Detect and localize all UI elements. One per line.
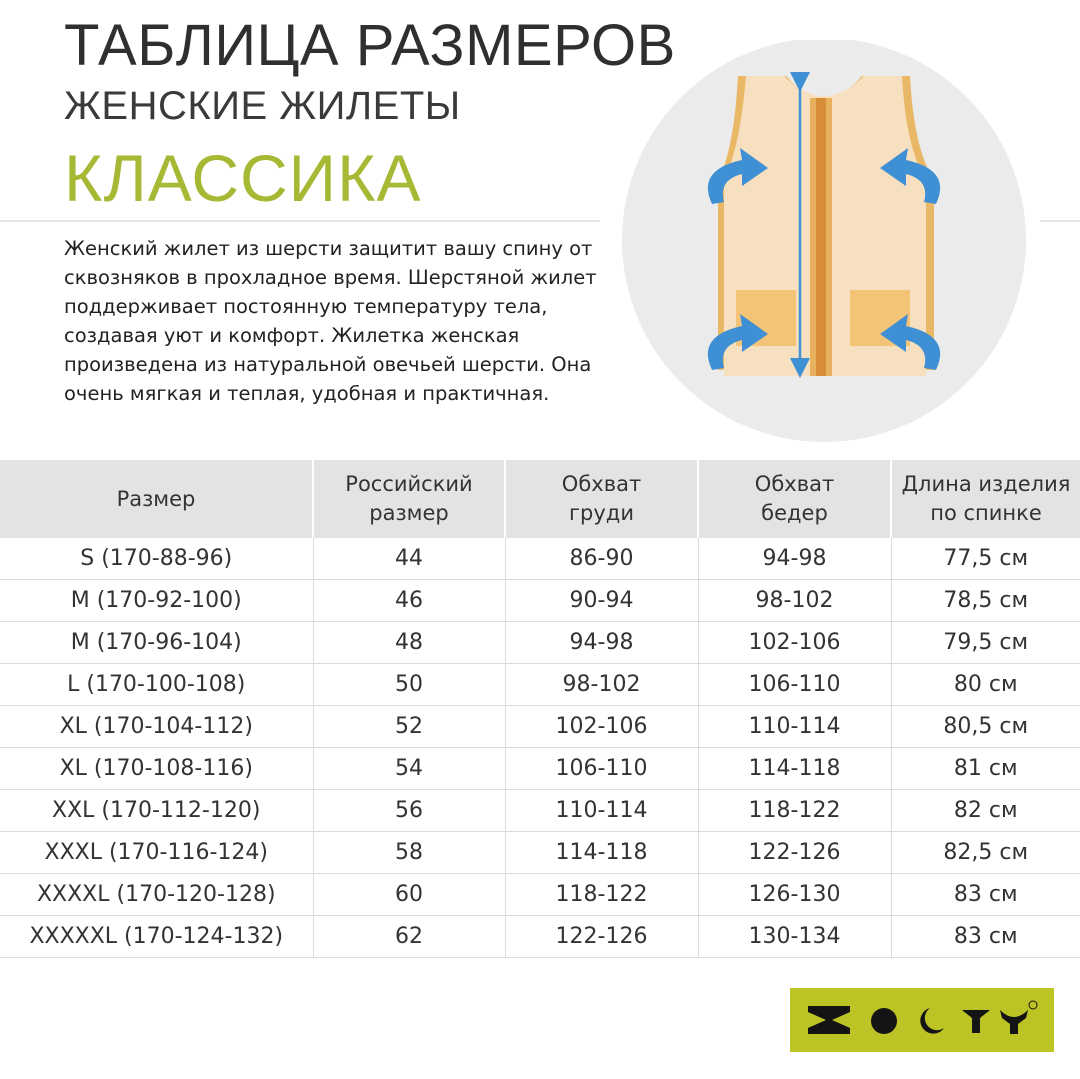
column-header-line: размер	[369, 501, 449, 525]
table-row	[0, 706, 1080, 748]
table-cell-length: 78,5 см	[891, 580, 1080, 622]
column-header-russian-size	[313, 460, 505, 538]
column-header-line: по спинке	[930, 501, 1042, 525]
column-header-length	[891, 460, 1080, 538]
table-cell-hips: 98-102	[698, 580, 891, 622]
table-cell-russian-size: 54	[313, 748, 505, 790]
table-cell-size: L (170-100-108)	[0, 664, 313, 706]
table-cell-size: XL (170-108-116)	[0, 748, 313, 790]
column-header-line: Длина изделия	[901, 472, 1071, 496]
table-row	[0, 790, 1080, 832]
table-cell-hips: 118-122	[698, 790, 891, 832]
size-table	[0, 460, 1080, 958]
table-cell-hips: 126-130	[698, 874, 891, 916]
model-name: КЛАССИКА	[64, 141, 422, 215]
column-header-line: Обхват	[561, 472, 642, 496]
table-cell-size: M (170-92-100)	[0, 580, 313, 622]
table-cell-chest: 110-114	[505, 790, 698, 832]
table-cell-length: 83 см	[891, 874, 1080, 916]
table-cell-russian-size: 56	[313, 790, 505, 832]
table-cell-hips: 110-114	[698, 706, 891, 748]
column-header-line: груди	[569, 501, 634, 525]
table-cell-hips: 114-118	[698, 748, 891, 790]
table-cell-chest: 98-102	[505, 664, 698, 706]
table-cell-size: M (170-96-104)	[0, 622, 313, 664]
table-cell-length: 82,5 см	[891, 832, 1080, 874]
table-cell-chest: 90-94	[505, 580, 698, 622]
table-cell-chest: 86-90	[505, 538, 698, 580]
table-cell-length: 77,5 см	[891, 538, 1080, 580]
table-cell-russian-size: 62	[313, 916, 505, 958]
table-cell-chest: 114-118	[505, 832, 698, 874]
table-cell-russian-size: 60	[313, 874, 505, 916]
table-row	[0, 832, 1080, 874]
table-cell-length: 81 см	[891, 748, 1080, 790]
table-row	[0, 748, 1080, 790]
table-cell-russian-size: 50	[313, 664, 505, 706]
page-title: ТАБЛИЦА РАЗМЕРОВ	[64, 13, 676, 78]
table-cell-hips: 130-134	[698, 916, 891, 958]
table-cell-size: XXXL (170-116-124)	[0, 832, 313, 874]
table-cell-chest: 122-126	[505, 916, 698, 958]
column-header-size	[0, 460, 313, 538]
size-table-header	[0, 460, 1080, 538]
table-cell-size: XXXXL (170-120-128)	[0, 874, 313, 916]
table-cell-chest: 106-110	[505, 748, 698, 790]
table-row	[0, 580, 1080, 622]
header-divider	[0, 220, 600, 222]
size-table-body	[0, 538, 1080, 958]
table-cell-length: 82 см	[891, 790, 1080, 832]
column-header-line: Размер	[116, 486, 196, 511]
vest-illustration	[608, 40, 1040, 444]
table-cell-chest: 118-122	[505, 874, 698, 916]
table-cell-hips: 106-110	[698, 664, 891, 706]
table-cell-russian-size: 44	[313, 538, 505, 580]
hochy-logo	[790, 988, 1054, 1052]
table-row	[0, 916, 1080, 958]
table-cell-size: XXL (170-112-120)	[0, 790, 313, 832]
column-header-line: Российский	[345, 472, 473, 496]
table-row	[0, 664, 1080, 706]
table-cell-russian-size: 48	[313, 622, 505, 664]
column-header-line: бедер	[761, 501, 828, 525]
table-cell-russian-size: 58	[313, 832, 505, 874]
column-header-hips	[698, 460, 891, 538]
table-cell-russian-size: 46	[313, 580, 505, 622]
table-cell-length: 80 см	[891, 664, 1080, 706]
page-subtitle: ЖЕНСКИЕ ЖИЛЕТЫ	[64, 84, 461, 128]
table-cell-length: 79,5 см	[891, 622, 1080, 664]
table-cell-size: XL (170-104-112)	[0, 706, 313, 748]
product-description: Женский жилет из шерсти защитит вашу спину от сквозняков в прохладное время. Шерстяной жилет поддерживает постоянную температуру тела, создавая уют и комфорт. Жилетка женская произведена из натуральной овечьей шерсти. Она очень мягкая и теплая, удобная и практичная.	[64, 237, 597, 405]
table-row	[0, 538, 1080, 580]
table-cell-hips: 94-98	[698, 538, 891, 580]
table-cell-hips: 102-106	[698, 622, 891, 664]
table-cell-size: S (170-88-96)	[0, 538, 313, 580]
header-divider-right	[1040, 220, 1080, 222]
table-cell-size: XXXXXL (170-124-132)	[0, 916, 313, 958]
table-cell-length: 83 см	[891, 916, 1080, 958]
table-row	[0, 622, 1080, 664]
table-cell-chest: 102-106	[505, 706, 698, 748]
table-cell-length: 80,5 см	[891, 706, 1080, 748]
column-header-chest	[505, 460, 698, 538]
table-cell-russian-size: 52	[313, 706, 505, 748]
table-row	[0, 874, 1080, 916]
column-header-line: Обхват	[754, 472, 835, 496]
table-cell-chest: 94-98	[505, 622, 698, 664]
table-cell-hips: 122-126	[698, 832, 891, 874]
